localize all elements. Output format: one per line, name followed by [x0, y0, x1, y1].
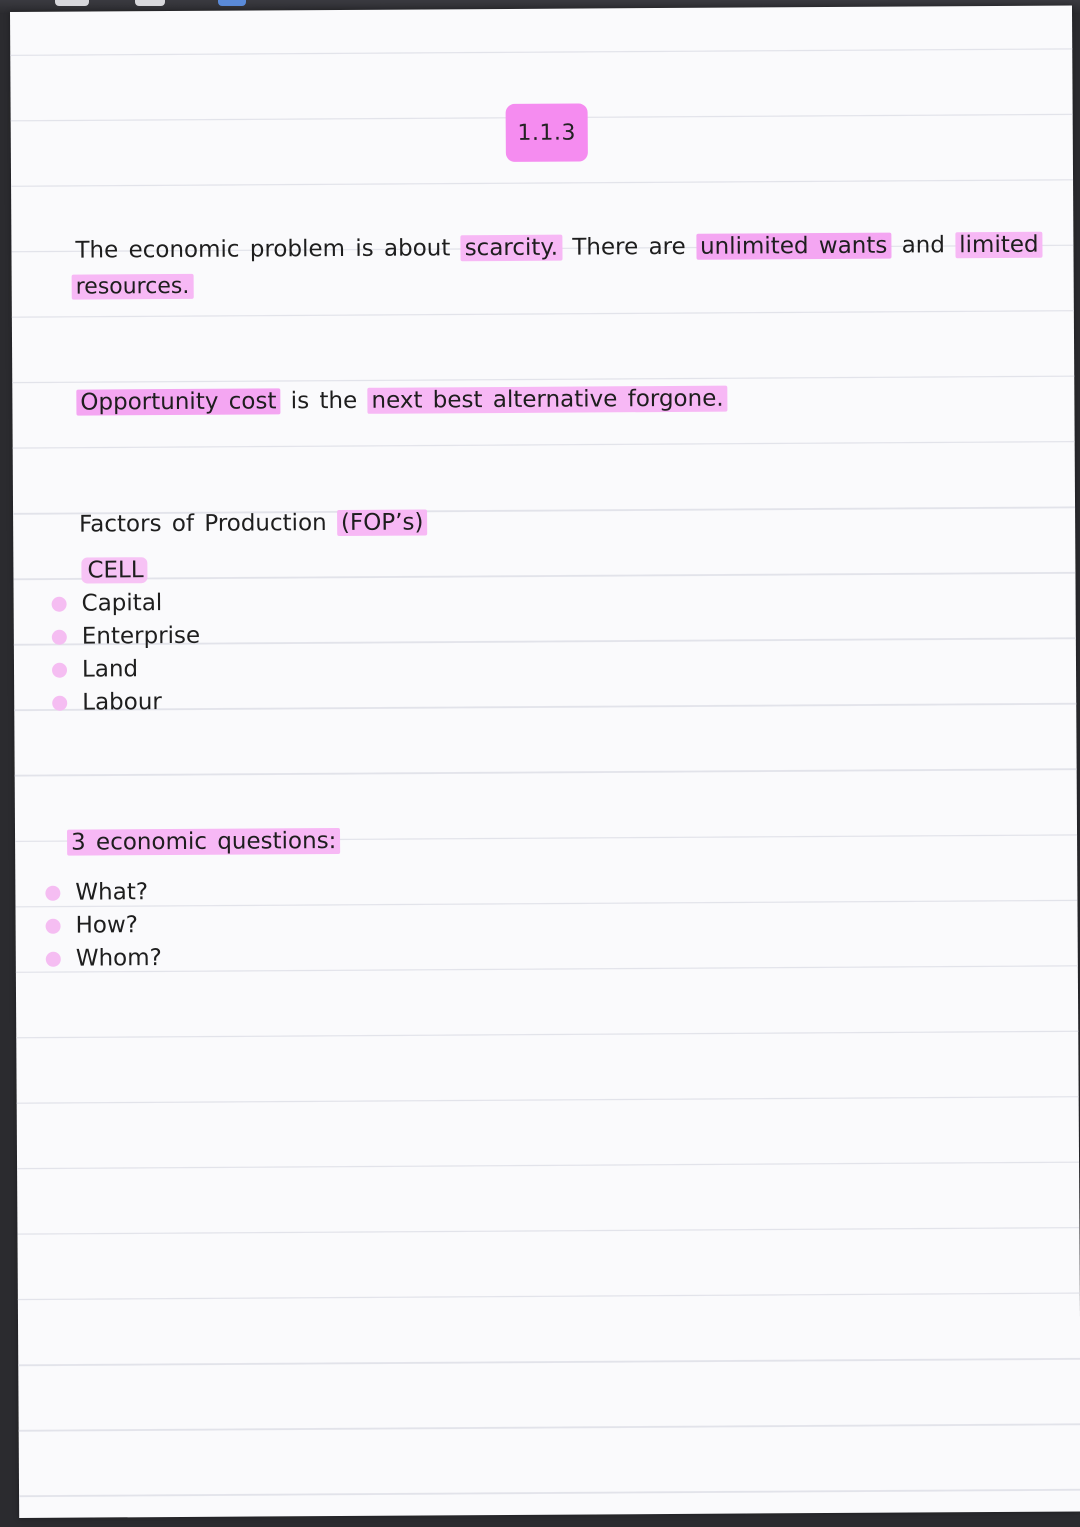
question-item-label: How? — [75, 912, 139, 939]
factor-item — [52, 686, 201, 720]
scarcity-highlight: scarcity. — [461, 235, 563, 262]
factors-list — [51, 554, 200, 720]
factors-title-line — [79, 509, 427, 537]
bullet-dot — [46, 952, 61, 967]
resources-highlight: resources. — [72, 274, 194, 300]
bullet-dot — [46, 919, 61, 934]
economic-problem-text-2: There are — [572, 233, 686, 261]
mnemonic-label: CELL — [81, 557, 147, 583]
question-item — [45, 876, 161, 910]
notebook-page — [10, 6, 1080, 1518]
factors-abbr: (FOP’s) — [337, 509, 428, 536]
question-item-label: Whom? — [75, 945, 162, 972]
opportunity-cost-definition: next best alternative forgone. — [367, 386, 727, 414]
section-number-tag — [506, 103, 588, 161]
bullet-dot — [52, 663, 67, 678]
bullet-dot — [45, 886, 60, 901]
factor-item-label: Land — [81, 656, 139, 683]
question-item-label: What? — [75, 879, 149, 906]
bullet-dot — [52, 597, 67, 612]
factor-item-label: Labour — [82, 689, 162, 716]
bullet-dot — [52, 630, 67, 645]
top-bar-glyph-1 — [55, 0, 89, 6]
opportunity-cost-line — [76, 386, 727, 416]
factor-item-label: Enterprise — [81, 622, 201, 650]
factor-item — [52, 587, 201, 621]
bullet-dot — [52, 696, 67, 711]
opportunity-cost-term: Opportunity cost — [76, 388, 280, 415]
factor-item — [52, 620, 201, 654]
mnemonic-header — [51, 554, 200, 588]
questions-title-line — [67, 828, 340, 856]
factor-item-label: Capital — [81, 590, 163, 617]
question-item — [45, 909, 161, 943]
economic-problem-line-1 — [75, 232, 1042, 264]
top-bar-glyph-2 — [135, 0, 165, 6]
factor-item — [52, 653, 201, 687]
section-number: 1.1.3 — [517, 120, 577, 146]
question-item — [46, 942, 162, 976]
economic-problem-text-1: The economic problem is about — [75, 235, 451, 264]
opportunity-cost-middle: is the — [290, 387, 358, 415]
questions-title: 3 economic questions: — [67, 828, 340, 856]
economic-problem-text-3: and — [901, 232, 946, 259]
questions-list — [45, 876, 162, 976]
limited-highlight: limited — [955, 232, 1043, 259]
top-bar-glyph-3 — [218, 0, 246, 6]
unlimited-wants-highlight: unlimited wants — [696, 233, 891, 260]
factors-title: Factors of Production — [79, 510, 327, 538]
economic-problem-line-2 — [72, 274, 194, 300]
